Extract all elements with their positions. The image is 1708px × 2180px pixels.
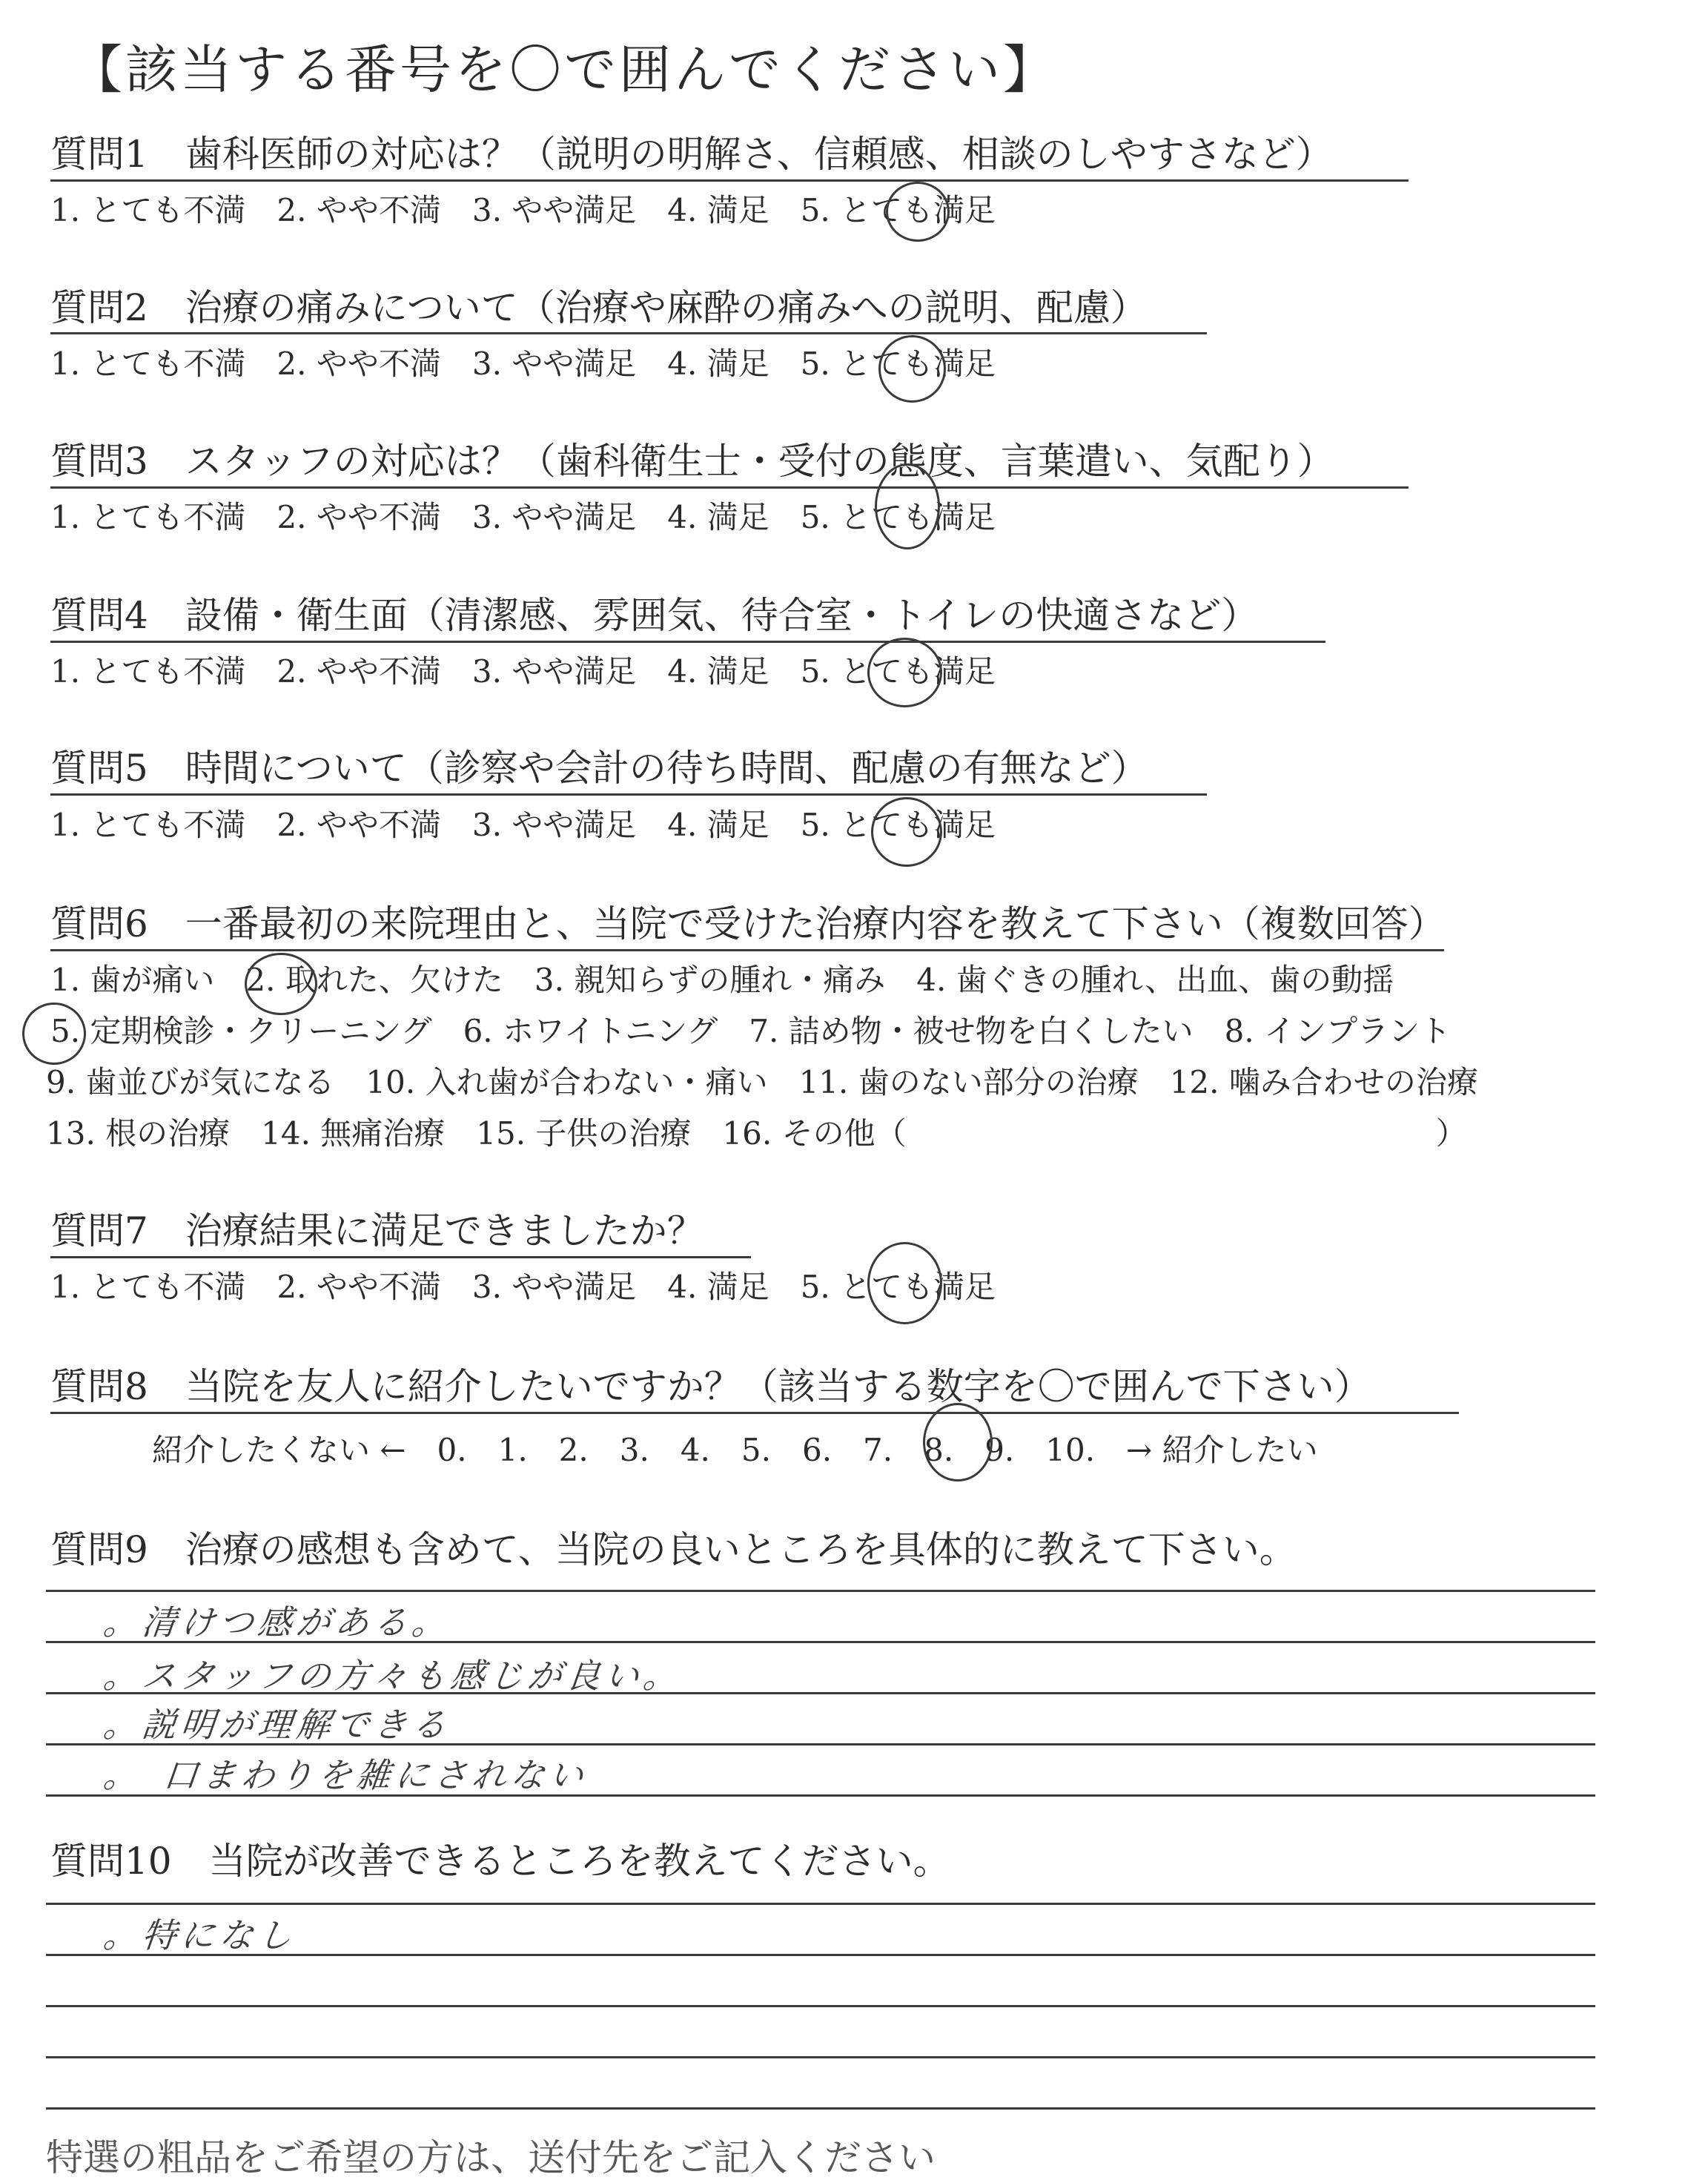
answer-circle <box>923 1403 993 1482</box>
underline <box>50 793 1207 796</box>
answer-circle <box>867 638 942 707</box>
handwritten-answer: 。 口まわりを雑にされない <box>101 1755 590 1795</box>
answer-circle <box>245 953 317 1015</box>
question-7-options: 1. とても不満 2. やや不満 3. やや満足 4. 満足 5. とても満足 <box>50 1269 996 1305</box>
answer-circle <box>875 463 940 549</box>
underline <box>50 641 1325 643</box>
question-4-title: 質問4 設備・衛生面（清潔感、雰囲気、待合室・トイレの快適さなど） <box>50 594 1259 637</box>
footer-partial-text: 特選の粗品をご希望の方は、送付先をご記入ください <box>46 2136 936 2179</box>
answer-circle <box>867 1242 942 1324</box>
answer-line <box>46 2107 1595 2110</box>
question-6-line-4: 13. 根の治療 14. 無痛治療 15. 子供の治療 16. その他（ ） <box>46 1115 1467 1152</box>
handwritten-answer: 。清けつ感がある。 <box>101 1602 453 1642</box>
answer-line <box>46 1903 1595 1905</box>
underline <box>50 1412 1459 1414</box>
underline <box>50 949 1444 951</box>
answer-circle <box>22 1003 86 1065</box>
answer-line <box>46 2056 1595 2058</box>
question-6-line-1: 1. 歯が痛い 2. 取れた、欠けた 3. 親知らずの腫れ・痛み 4. 歯ぐきの腫れ、出血、歯の動揺 <box>50 962 1394 998</box>
question-8-scale: 紹介したくない ← 0. 1. 2. 3. 4. 5. 6. 7. 8. 9. 10. → 紹介したい <box>152 1432 1318 1468</box>
question-3-options: 1. とても不満 2. やや不満 3. やや満足 4. 満足 5. とても満足 <box>50 499 996 535</box>
question-5-options: 1. とても不満 2. やや不満 3. やや満足 4. 満足 5. とても満足 <box>50 807 996 843</box>
answer-circle <box>886 182 950 242</box>
answer-circle <box>878 335 946 403</box>
question-6-line-3: 9. 歯並びが気になる 10. 入れ歯が合わない・痛い 11. 歯のない部分の治療 12. 噛み合わせの治療 <box>46 1064 1478 1100</box>
question-5-title: 質問5 時間について（診察や会計の待ち時間、配慮の有無など） <box>50 747 1148 790</box>
question-1-options: 1. とても不満 2. やや不満 3. やや満足 4. 満足 5. とても満足 <box>50 192 996 228</box>
question-9-title: 質問9 治療の感想も含めて、当院の良いところを具体的に教えて下さい。 <box>50 1528 1297 1571</box>
handwritten-answer: 。説明が理解できる <box>101 1705 453 1745</box>
question-6-line-2: 5. 定期検診・クリーニング 6. ホワイトニング 7. 詰め物・被せ物を白くしたい 8. インプラント <box>50 1013 1452 1049</box>
question-1-title: 質問1 歯科医師の対応は？（説明の明解さ、信頼感、相談のしやすさなど） <box>50 133 1333 176</box>
underline <box>50 1256 751 1258</box>
question-2-title: 質問2 治療の痛みについて（治療や麻酔の痛みへの説明、配慮） <box>50 286 1148 329</box>
answer-line <box>46 1590 1595 1592</box>
page-header: 【該当する番号を〇で囲んでください】 <box>70 39 1058 100</box>
question-4-options: 1. とても不満 2. やや不満 3. やや満足 4. 満足 5. とても満足 <box>50 653 996 690</box>
question-10-title: 質問10 当院が改善できるところを教えてください。 <box>50 1840 950 1883</box>
answer-line <box>46 2005 1595 2007</box>
underline <box>50 179 1409 182</box>
question-7-title: 質問7 治療結果に満足できましたか？ <box>50 1209 704 1252</box>
handwritten-answer: 。特になし <box>101 1915 299 1955</box>
question-8-title: 質問8 当院を友人に紹介したいですか？（該当する数字を〇で囲んで下さい） <box>50 1365 1371 1408</box>
underline <box>50 332 1207 334</box>
handwritten-answer: 。スタッフの方々も感じが良い。 <box>101 1656 684 1696</box>
question-6-title: 質問6 一番最初の来院理由と、当院で受けた治療内容を教えて下さい（複数回答） <box>50 902 1446 945</box>
question-3-title: 質問3 スタッフの対応は？（歯科衛生士・受付の態度、言葉遣い、気配り） <box>50 440 1334 483</box>
answer-circle <box>871 797 942 867</box>
underline <box>50 486 1409 489</box>
question-2-options: 1. とても不満 2. やや不満 3. やや満足 4. 満足 5. とても満足 <box>50 346 996 382</box>
